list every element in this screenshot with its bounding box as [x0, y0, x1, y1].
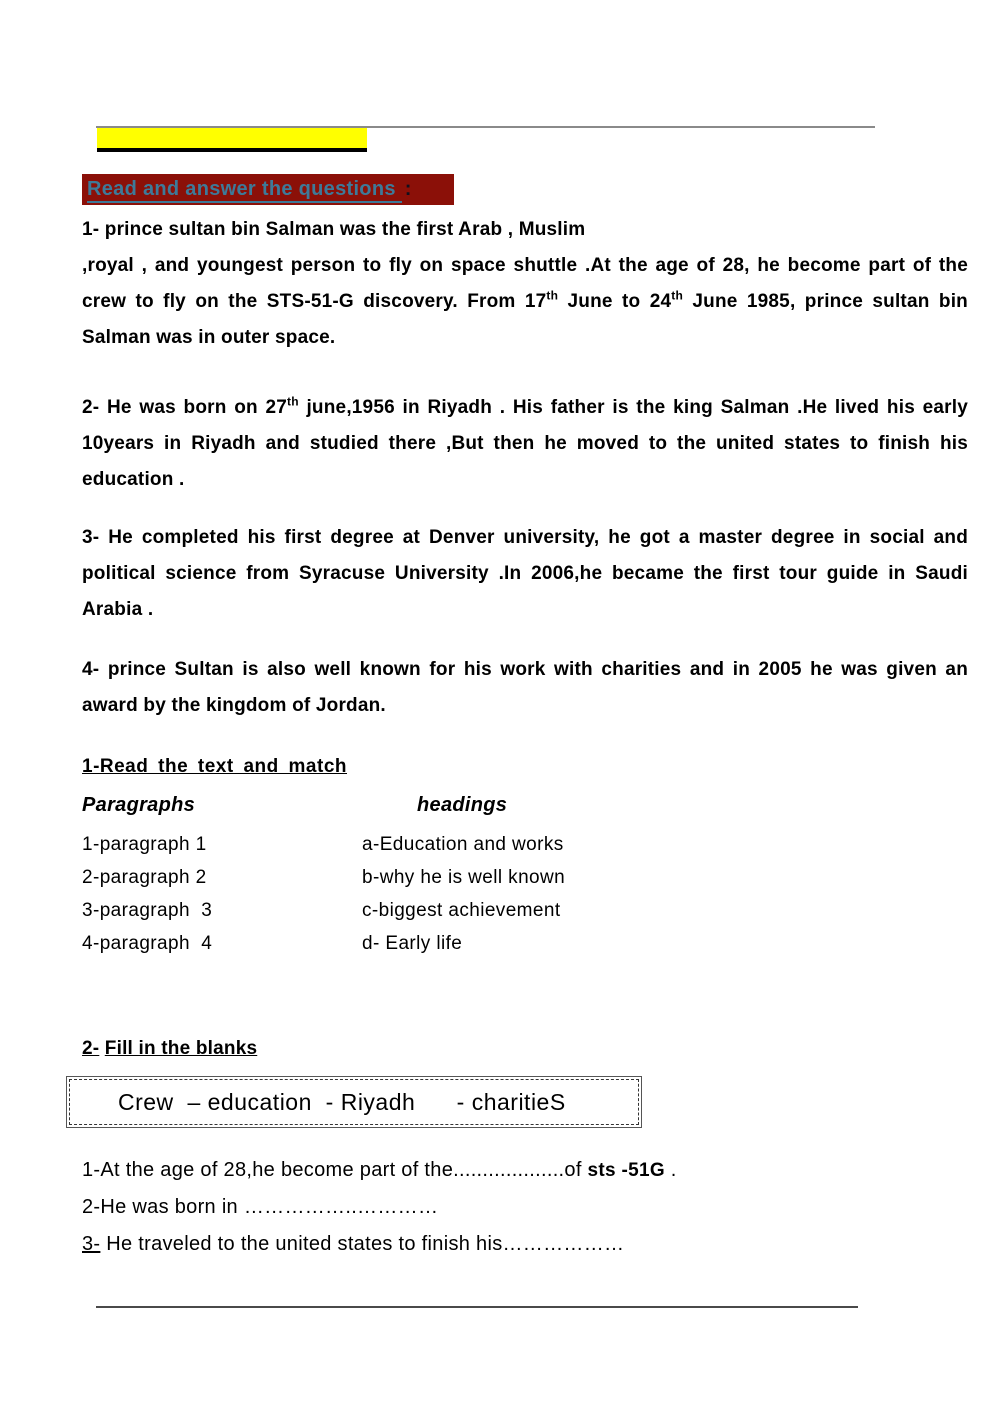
match-row	[82, 861, 782, 894]
match-row	[82, 894, 782, 927]
title-colon: :	[404, 178, 412, 200]
word-bank-words: Crew – education - Riyadh - charitieS	[118, 1088, 566, 1115]
question-3-number: 3-	[82, 1233, 101, 1255]
bottom-divider	[96, 1306, 858, 1308]
heading-option: a-Education and works	[362, 834, 564, 855]
paragraph-1-line-1: 1- prince sultan bin Salman was the first Arab , Muslim	[82, 219, 586, 240]
match-row	[82, 927, 782, 960]
paragraph-3: 3- He completed his first degree at Denver university, he got a master degree in social and political science from Syracuse University .In 2006,he became the first tour guide in Saudi Arabia .	[82, 527, 968, 620]
ordinal-suffix: th	[287, 394, 299, 409]
title-banner	[82, 174, 454, 205]
highlighted-title-blank	[97, 128, 367, 152]
paragraph-1-text: ,royal , and youngest person to fly on space shuttle .At the age of 28, he become part of the crew to fly on the STS-51-G discovery. From 17	[82, 255, 968, 312]
fill-section-heading	[82, 1038, 257, 1060]
match-section-heading: 1-Read the text and match	[82, 756, 347, 777]
match-row	[82, 828, 782, 861]
fill-question-3	[82, 1226, 968, 1263]
section-title: Read and answer the questions	[87, 177, 402, 203]
paragraph-4: 4- prince Sultan is also well known for his work with charities and in 2005 he was given an award by the kingdom of Jordan.	[82, 659, 968, 716]
fill-question-1	[82, 1152, 968, 1189]
fill-heading-number: 2-	[82, 1038, 100, 1059]
paragraph-1	[82, 212, 968, 356]
match-table	[82, 828, 782, 960]
paragraph-2-text: june,1956 in Riyadh . His father is the king Salman .He lived his early 10years in Riyadh and studied there ,But then he moved to the united states to finish his education .	[82, 397, 969, 490]
word-bank-inner-border	[69, 1079, 639, 1125]
fill-questions	[82, 1152, 968, 1263]
heading-option: d- Early life	[362, 933, 463, 954]
question-3-text: He traveled to the united states to finish his………………	[100, 1233, 625, 1255]
ordinal-suffix: th	[546, 288, 559, 303]
match-column-headers	[82, 794, 682, 817]
paragraph-2-text: 2- He was born on 27	[82, 397, 288, 418]
question-1-text: 1-At the age of 28,he become part of the...................of	[82, 1159, 588, 1181]
paragraph-2	[82, 390, 968, 498]
fill-heading-label: Fill in the blanks	[104, 1038, 258, 1059]
question-1-period: .	[664, 1159, 677, 1181]
paragraphs-column-header: Paragraphs	[82, 794, 196, 816]
paragraph-item: 3-paragraph 3	[82, 900, 213, 921]
paragraph-item: 2-paragraph 2	[82, 867, 207, 888]
heading-option: b-why he is well known	[362, 867, 566, 888]
paragraph-1-text: June 1985, prince sultan bin Salman was in outer space.	[82, 291, 968, 348]
paragraph-1-text: June to 24	[558, 291, 672, 312]
fill-question-2: 2-He was born in ……………..…………	[82, 1196, 439, 1218]
paragraph-item: 4-paragraph 4	[82, 933, 213, 954]
headings-column-header: headings	[417, 794, 508, 816]
paragraph-item: 1-paragraph 1	[82, 834, 207, 855]
heading-option: c-biggest achievement	[362, 900, 561, 921]
word-bank-box	[66, 1076, 642, 1128]
question-1-answer-code: sts -51G	[587, 1160, 665, 1181]
ordinal-suffix: th	[671, 288, 683, 303]
